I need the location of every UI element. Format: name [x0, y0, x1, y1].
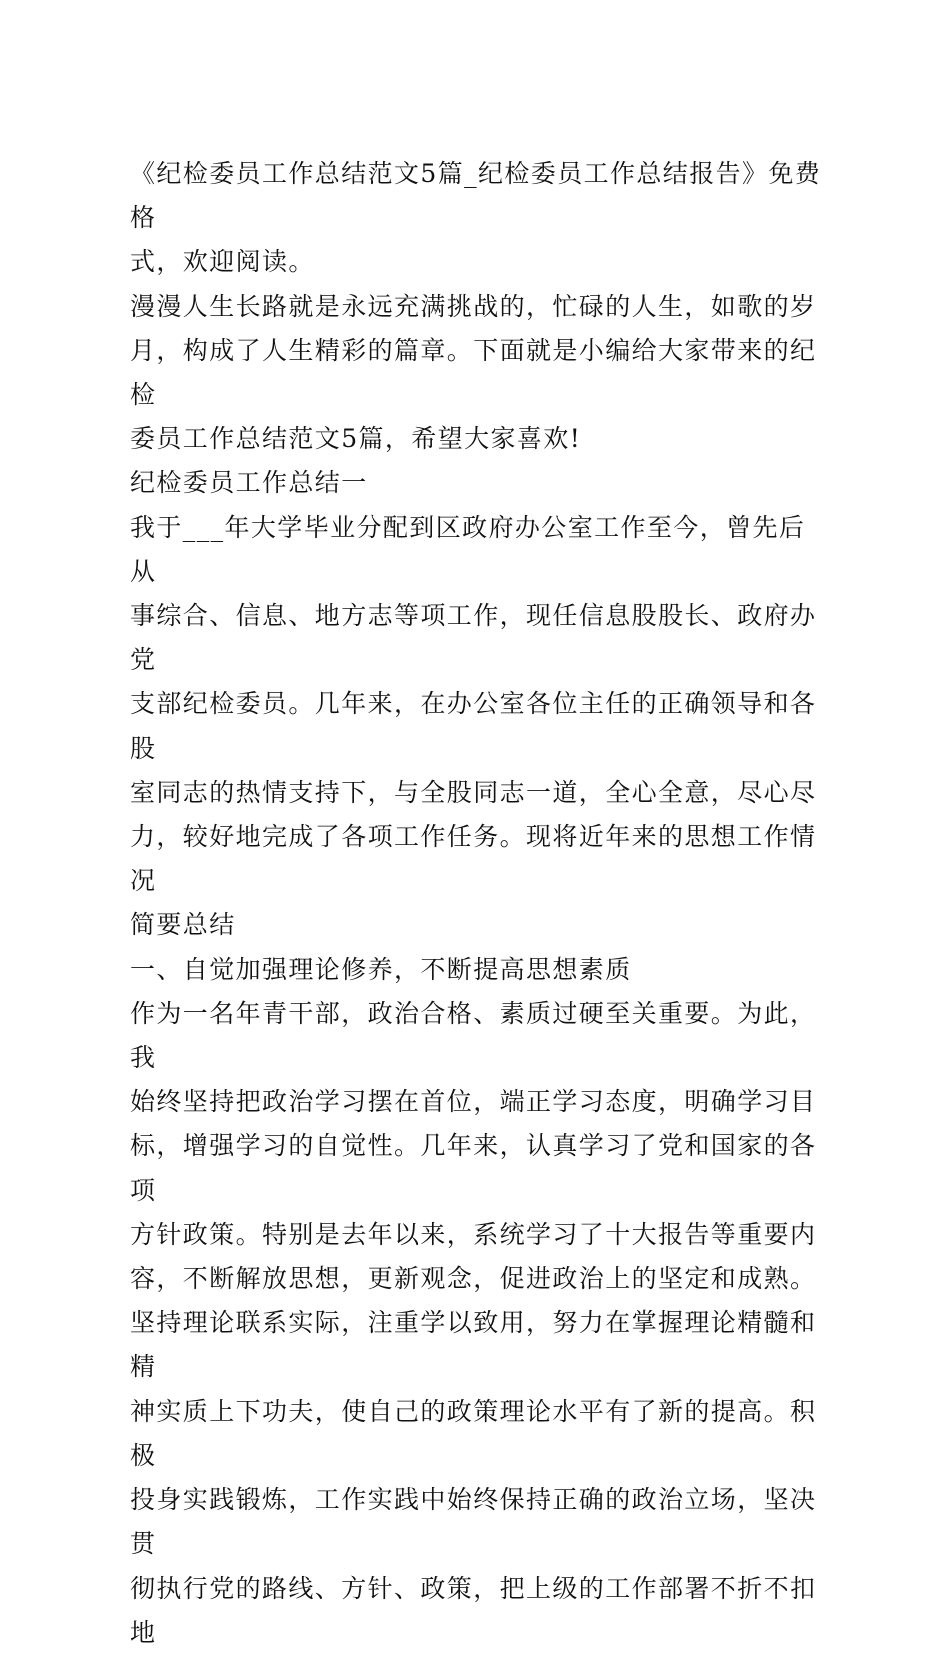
document-body — [130, 152, 830, 1655]
body-line: 事综合、信息、地方志等项工作，现任信息股股长、政府办党 — [130, 601, 817, 675]
body-line: 始终坚持把政治学习摆在首位，端正学习态度，明确学习目 — [130, 1087, 817, 1117]
body-line: 容，不断解放思想，更新观念，促进政治上的坚定和成熟。 — [130, 1264, 817, 1294]
body-line: 支部纪检委员。几年来，在办公室各位主任的正确领导和各股 — [130, 689, 817, 763]
section-title: 纪检委员工作总结一 — [130, 468, 368, 498]
body-line: 方针政策。特别是去年以来，系统学习了十大报告等重要内 — [130, 1219, 817, 1249]
body-line: 神实质上下功夫，使自己的政策理论水平有了新的提高。积极 — [130, 1396, 817, 1470]
body-line: 力，较好地完成了各项工作任务。现将近年来的思想工作情况 — [130, 822, 817, 896]
body-line: 标，增强学习的自觉性。几年来，认真学习了党和国家的各项 — [130, 1131, 817, 1205]
preface-line-1: 漫漫人生长路就是永远充满挑战的，忙碌的人生，如歌的岁 — [130, 291, 817, 321]
intro-line-2: 式，欢迎阅读。 — [130, 247, 315, 277]
preface-line-3: 委员工作总结范文5篇，希望大家喜欢! — [130, 424, 582, 454]
body-line: 作为一名年青干部，政治合格、素质过硬至关重要。为此，我 — [130, 998, 817, 1073]
body-line: 彻执行党的路线、方针、政策，把上级的工作部署不折不扣地 — [130, 1573, 817, 1647]
intro-line-1: 《纪检委员工作总结范文5篇_纪检委员工作总结报告》免费格 — [130, 159, 822, 233]
body-line: 坚持理论联系实际，注重学以致用，努力在掌握理论精髓和精 — [130, 1308, 817, 1382]
preface-line-2: 月，构成了人生精彩的篇章。下面就是小编给大家带来的纪检 — [130, 335, 817, 410]
body-line: 投身实践锻炼，工作实践中始终保持正确的政治立场，坚决贯 — [130, 1485, 817, 1559]
body-line: 我于___年大学毕业分配到区政府办公室工作至今，曾先后从 — [130, 512, 806, 586]
subsection-heading: 一、自觉加强理论修养，不断提高思想素质 — [130, 954, 632, 984]
body-line: 室同志的热情支持下，与全股同志一道，全心全意，尽心尽 — [130, 777, 817, 807]
body-line: 简要总结 — [130, 910, 236, 940]
